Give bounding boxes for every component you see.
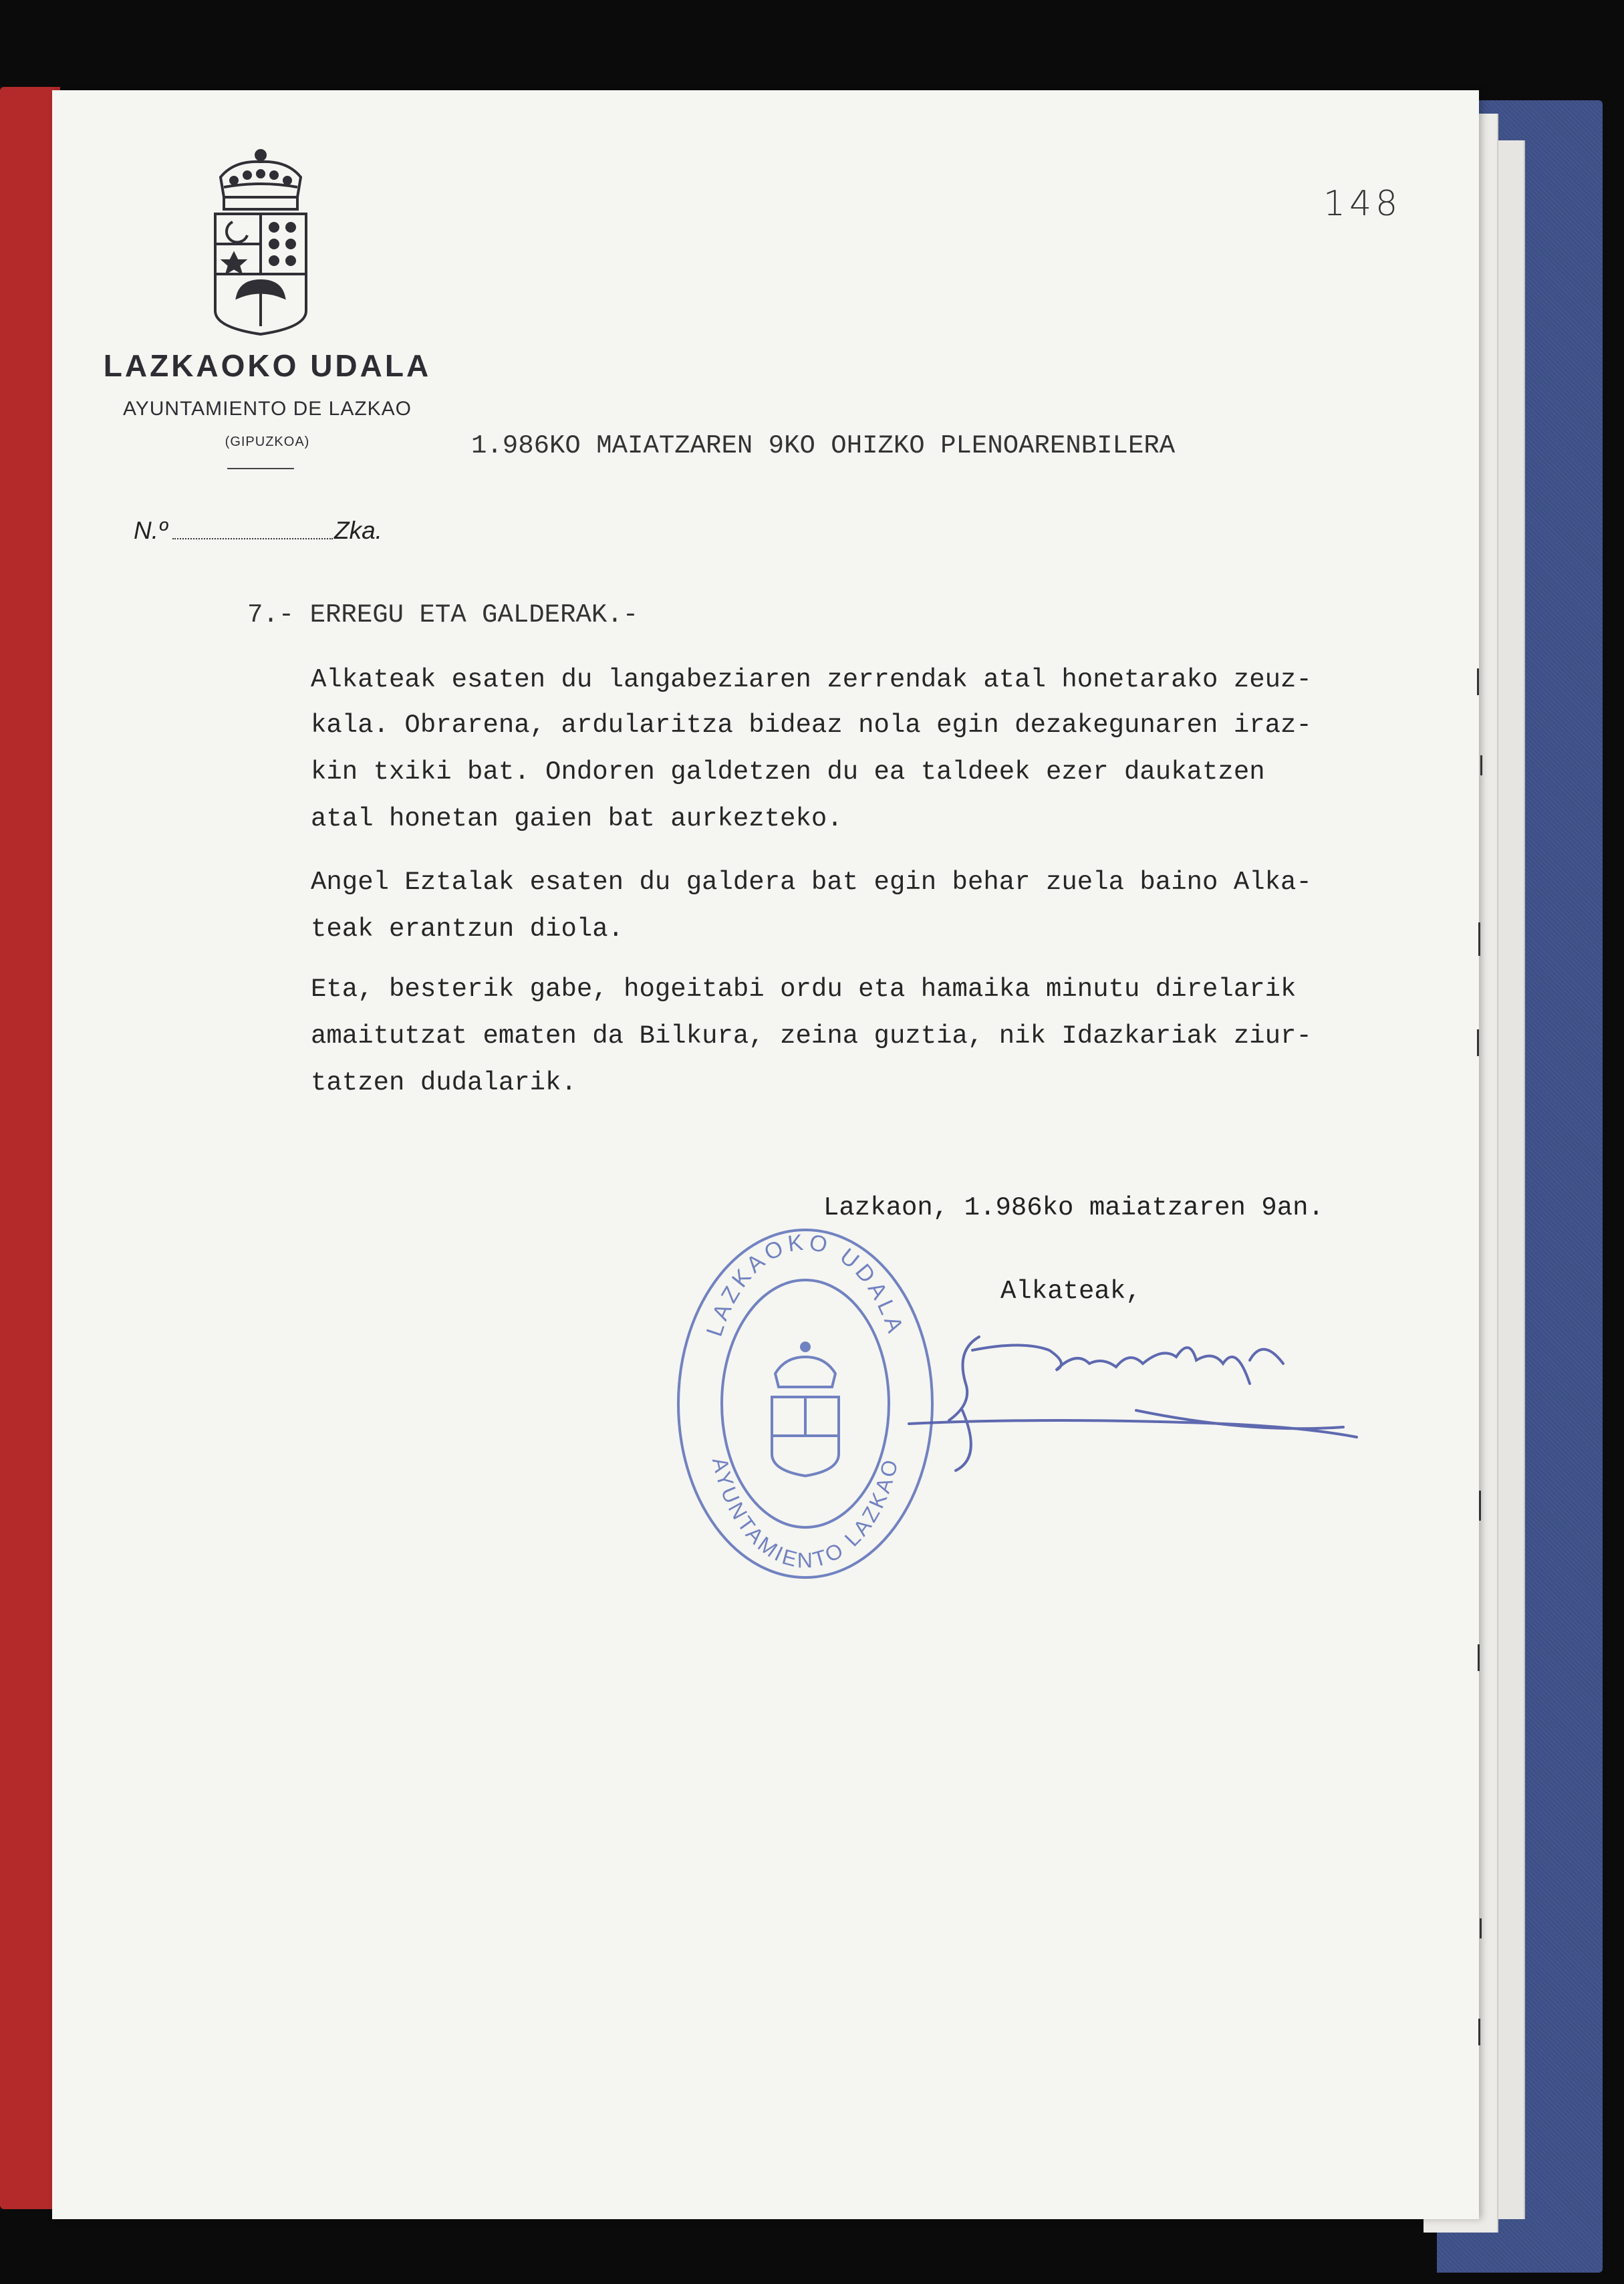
edge-mark [1478, 922, 1480, 956]
page-number: 148 [1323, 184, 1402, 224]
coat-of-arms-logo [207, 147, 314, 338]
edge-mark [1479, 1491, 1481, 1521]
org-province: (GIPUZKOA) [225, 434, 310, 449]
document-title: 1.986KO MAIATZAREN 9KO OHIZKO PLENOARENBILERA [471, 431, 1176, 461]
edge-mark [1477, 1029, 1479, 1056]
section-heading: 7.- ERREGU ETA GALDERAK.- [247, 600, 639, 630]
number-field-line [172, 538, 333, 539]
handwritten-signature [849, 1310, 1383, 1484]
body-line: atal honetan gaien bat aurkezteko. [311, 804, 843, 834]
body-line: kin txiki bat. Ondoren galdetzen du ea taldeek ezer daukatzen [311, 757, 1265, 787]
stamp-text-top: LAZKAOKO UDALA [701, 1229, 910, 1340]
zka-label: Zka. [334, 517, 382, 544]
body-line: amaitutzat ematen da Bilkura, zeina guztia, nik Idazkariak ziur- [311, 1021, 1312, 1051]
org-name: LAZKAOKO UDALA [103, 348, 432, 383]
body-line: kala. Obrarena, ardularitza bideaz nola egin dezakegunaren iraz- [311, 711, 1312, 740]
binder-spine-red [0, 87, 60, 2209]
edge-mark [1478, 2019, 1480, 2045]
body-line: Angel Eztalak esaten du galdera bat egin behar zuela baino Alka- [311, 868, 1312, 897]
edge-mark [1478, 1644, 1480, 1671]
place-date: Lazkaon, 1.986ko maiatzaren 9an. [823, 1193, 1324, 1223]
stamp-text-bottom: AYUNTAMIENTO LAZKAO [707, 1454, 904, 1573]
edge-mark [1480, 755, 1482, 775]
number-label: N.º [134, 517, 168, 544]
body-line: Alkateak esaten du langabeziaren zerrendak atal honetarako zeuz- [311, 665, 1312, 694]
logo-divider [227, 468, 294, 469]
org-subtitle: AYUNTAMIENTO DE LAZKAO [122, 398, 412, 420]
edge-mark [1480, 1918, 1482, 1938]
edge-mark [1477, 668, 1479, 695]
body-line: Eta, besterik gabe, hogeitabi ordu eta hamaika minutu direlarik [311, 975, 1297, 1004]
body-line: tatzen dudalarik. [311, 1068, 577, 1098]
body-line: teak erantzun diola. [311, 914, 624, 944]
signer-title: Alkateak, [1000, 1277, 1141, 1306]
